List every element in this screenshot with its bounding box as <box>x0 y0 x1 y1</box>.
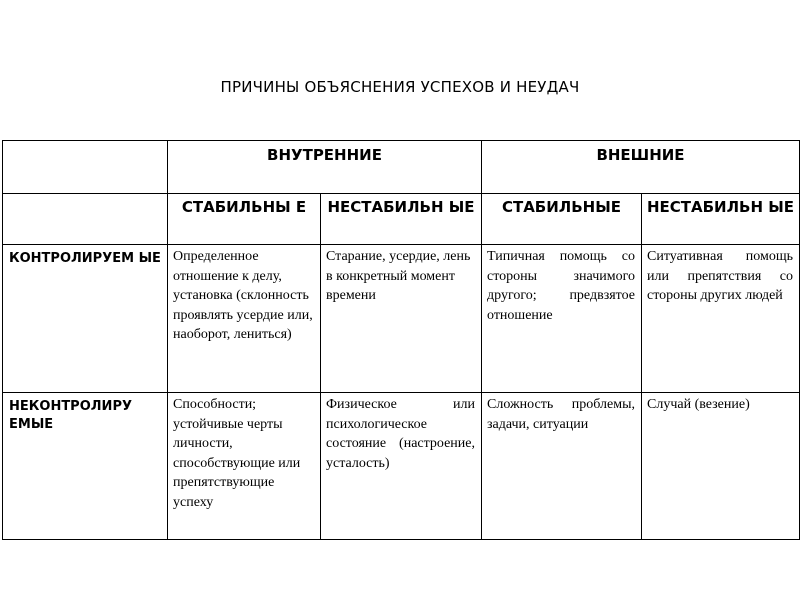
subheader-internal-unstable: НЕСТАБИЛЬН ЫЕ <box>321 194 482 245</box>
page-title: ПРИЧИНЫ ОБЪЯСНЕНИЯ УСПЕХОВ И НЕУДАЧ <box>220 78 580 96</box>
table-cell: Сложность проблемы, задачи, ситуации <box>482 393 642 540</box>
subheader-internal-stable: СТАБИЛЬНЫ Е <box>168 194 321 245</box>
table-cell: Старание, усердие, лень в конкретный момент времени <box>321 245 482 393</box>
row-label-controllable: КОНТРОЛИРУЕМ ЫЕ <box>3 245 168 393</box>
table-cell: Определенное отношение к делу, установка (склонность проявлять усердие или, наоборот, лениться) <box>168 245 321 393</box>
empty-corner-cell <box>3 141 168 194</box>
group-header-internal: ВНУТРЕННИЕ <box>168 141 482 194</box>
group-header-external: ВНЕШНИЕ <box>482 141 800 194</box>
subheader-external-stable: СТАБИЛЬНЫЕ <box>482 194 642 245</box>
table-cell: Физическое или психологическое состояние (настроение, усталость) <box>321 393 482 540</box>
empty-subheader-cell <box>3 194 168 245</box>
table-cell: Ситуативная помощь или препятствия со стороны других людей <box>642 245 800 393</box>
causes-table <box>2 140 800 540</box>
table-cell: Типичная помощь со стороны значимого другого; предвзятое отношение <box>482 245 642 393</box>
table-cell: Способности; устойчивые черты личности, способствующие или препятствующие успеху <box>168 393 321 540</box>
subheader-row <box>3 194 800 245</box>
subheader-external-unstable: НЕСТАБИЛЬН ЫЕ <box>642 194 800 245</box>
table-cell: Случай (везение) <box>642 393 800 540</box>
row-label-uncontrollable: НЕКОНТРОЛИРУ ЕМЫЕ <box>3 393 168 540</box>
table-row-uncontrollable <box>3 393 800 540</box>
table-row-controllable <box>3 245 800 393</box>
group-header-row <box>3 141 800 194</box>
